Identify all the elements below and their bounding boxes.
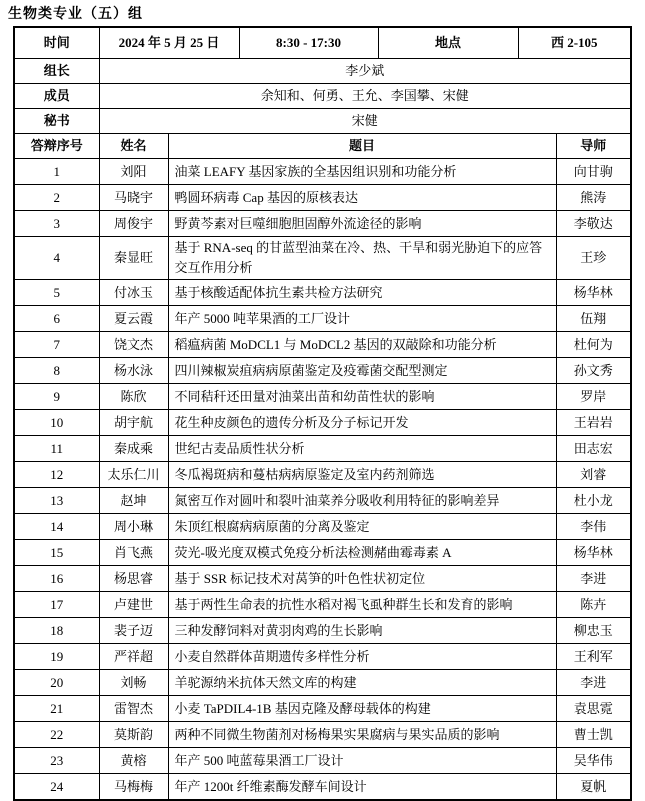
thesis-title-cell: 野黄芩素对巨噬细胞胆固醇外流途径的影响 <box>168 211 556 237</box>
table-row <box>14 488 631 514</box>
column-header-order: 答辩序号 <box>14 134 99 159</box>
table-row <box>14 566 631 592</box>
advisor-cell: 孙文秀 <box>556 358 631 384</box>
table-row <box>14 774 631 801</box>
thesis-title-cell: 油菜 LEAFY 基因家族的全基因组识别和功能分析 <box>168 159 556 185</box>
student-name-cell: 饶文杰 <box>99 332 168 358</box>
student-name-cell: 马梅梅 <box>99 774 168 801</box>
advisor-cell: 杜何为 <box>556 332 631 358</box>
thesis-title-cell: 花生种皮颜色的遗传分析及分子标记开发 <box>168 410 556 436</box>
schedule-body <box>14 159 631 801</box>
order-cell: 16 <box>14 566 99 592</box>
thesis-title-cell: 羊驼源纳米抗体天然文库的构建 <box>168 670 556 696</box>
student-name-cell: 陈欣 <box>99 384 168 410</box>
advisor-cell: 吴华伟 <box>556 748 631 774</box>
page-title: 生物类专业（五）组 <box>8 7 143 22</box>
advisor-cell: 李进 <box>556 670 631 696</box>
table-row <box>14 514 631 540</box>
leader-name: 李少斌 <box>99 59 631 84</box>
order-cell: 15 <box>14 540 99 566</box>
order-cell: 10 <box>14 410 99 436</box>
thesis-title-cell: 小麦 TaPDIL4-1B 基因克隆及酵母载体的构建 <box>168 696 556 722</box>
thesis-title-cell: 四川辣椒炭疽病病原菌鉴定及疫霉菌交配型测定 <box>168 358 556 384</box>
order-cell: 19 <box>14 644 99 670</box>
student-name-cell: 付冰玉 <box>99 280 168 306</box>
table-row <box>14 644 631 670</box>
advisor-cell: 熊涛 <box>556 185 631 211</box>
table-row <box>14 159 631 185</box>
student-name-cell: 周小琳 <box>99 514 168 540</box>
advisor-cell: 田志宏 <box>556 436 631 462</box>
table-row <box>14 280 631 306</box>
table-row <box>14 540 631 566</box>
advisor-cell: 李伟 <box>556 514 631 540</box>
student-name-cell: 秦显旺 <box>99 237 168 280</box>
table-row <box>14 384 631 410</box>
thesis-title-cell: 荧光-吸光度双模式免疫分析法检测赭曲霉毒素 A <box>168 540 556 566</box>
column-header-name: 姓名 <box>99 134 168 159</box>
order-cell: 21 <box>14 696 99 722</box>
thesis-title-cell: 冬瓜褐斑病和蔓枯病病原鉴定及室内药剂筛选 <box>168 462 556 488</box>
thesis-title-cell: 年产 1200t 纤维素酶发酵车间设计 <box>168 774 556 801</box>
table-row <box>14 618 631 644</box>
order-cell: 9 <box>14 384 99 410</box>
location-label: 地点 <box>378 27 518 59</box>
table-row <box>14 722 631 748</box>
column-header-row <box>14 134 631 159</box>
student-name-cell: 杨水泳 <box>99 358 168 384</box>
session-date: 2024 年 5 月 25 日 <box>99 27 239 59</box>
thesis-title-cell: 不同秸秆还田量对油菜出苗和幼苗性状的影响 <box>168 384 556 410</box>
thesis-title-cell: 氮密互作对圆叶和裂叶油菜养分吸收利用特征的影响差异 <box>168 488 556 514</box>
student-name-cell: 裴子迈 <box>99 618 168 644</box>
order-cell: 8 <box>14 358 99 384</box>
table-row <box>14 410 631 436</box>
table-row <box>14 358 631 384</box>
table-row <box>14 670 631 696</box>
student-name-cell: 肖飞燕 <box>99 540 168 566</box>
student-name-cell: 刘阳 <box>99 159 168 185</box>
table-row <box>14 436 631 462</box>
thesis-title-cell: 稻瘟病菌 MoDCL1 与 MoDCL2 基因的双敲除和功能分析 <box>168 332 556 358</box>
advisor-cell: 夏帆 <box>556 774 631 801</box>
advisor-cell: 刘睿 <box>556 462 631 488</box>
thesis-title-cell: 鸭圆环病毒 Cap 基因的原核表达 <box>168 185 556 211</box>
order-cell: 2 <box>14 185 99 211</box>
order-cell: 17 <box>14 592 99 618</box>
members-label: 成员 <box>14 84 99 109</box>
time-label: 时间 <box>14 27 99 59</box>
student-name-cell: 卢建世 <box>99 592 168 618</box>
student-name-cell: 夏云霞 <box>99 306 168 332</box>
session-location: 西 2-105 <box>518 27 631 59</box>
advisor-cell: 柳忠玉 <box>556 618 631 644</box>
table-row <box>14 592 631 618</box>
order-cell: 7 <box>14 332 99 358</box>
student-name-cell: 莫斯韵 <box>99 722 168 748</box>
thesis-title-cell: 年产 500 吨蓝莓果酒工厂设计 <box>168 748 556 774</box>
secretary-label: 秘书 <box>14 109 99 134</box>
order-cell: 6 <box>14 306 99 332</box>
thesis-title-cell: 朱顶红根腐病病原菌的分离及鉴定 <box>168 514 556 540</box>
order-cell: 18 <box>14 618 99 644</box>
advisor-cell: 罗岸 <box>556 384 631 410</box>
leader-label: 组长 <box>14 59 99 84</box>
session-info-row <box>14 27 631 59</box>
advisor-cell: 袁思霓 <box>556 696 631 722</box>
table-row <box>14 748 631 774</box>
advisor-cell: 李进 <box>556 566 631 592</box>
thesis-title-cell: 基于核酸适配体抗生素共检方法研究 <box>168 280 556 306</box>
advisor-cell: 伍翔 <box>556 306 631 332</box>
thesis-title-cell: 基于 RNA-seq 的甘蓝型油菜在冷、热、干旱和弱光胁迫下的应答交互作用分析 <box>168 237 556 280</box>
order-cell: 13 <box>14 488 99 514</box>
table-row <box>14 332 631 358</box>
advisor-cell: 王珍 <box>556 237 631 280</box>
column-header-advisor: 导师 <box>556 134 631 159</box>
student-name-cell: 严祥超 <box>99 644 168 670</box>
order-cell: 1 <box>14 159 99 185</box>
defense-schedule-table <box>13 26 632 801</box>
advisor-cell: 杨华林 <box>556 540 631 566</box>
advisor-cell: 杜小龙 <box>556 488 631 514</box>
order-cell: 11 <box>14 436 99 462</box>
table-row <box>14 237 631 280</box>
thesis-title-cell: 三种发酵饲料对黄羽肉鸡的生长影响 <box>168 618 556 644</box>
thesis-title-cell: 两种不同微生物菌剂对杨梅果实果腐病与果实品质的影响 <box>168 722 556 748</box>
student-name-cell: 黄榕 <box>99 748 168 774</box>
advisor-cell: 李敬达 <box>556 211 631 237</box>
student-name-cell: 胡宇航 <box>99 410 168 436</box>
table-row <box>14 696 631 722</box>
order-cell: 12 <box>14 462 99 488</box>
order-cell: 3 <box>14 211 99 237</box>
advisor-cell: 王岩岩 <box>556 410 631 436</box>
student-name-cell: 马晓宇 <box>99 185 168 211</box>
table-row <box>14 185 631 211</box>
thesis-title-cell: 基于两性生命表的抗性水稻对褐飞虱种群生长和发育的影响 <box>168 592 556 618</box>
order-cell: 23 <box>14 748 99 774</box>
leader-row <box>14 59 631 84</box>
student-name-cell: 周俊宇 <box>99 211 168 237</box>
table-row <box>14 306 631 332</box>
advisor-cell: 陈卉 <box>556 592 631 618</box>
order-cell: 22 <box>14 722 99 748</box>
session-time-range: 8:30 - 17:30 <box>239 27 378 59</box>
thesis-title-cell: 年产 5000 吨苹果酒的工厂设计 <box>168 306 556 332</box>
table-row <box>14 462 631 488</box>
members-names: 余知和、何勇、王允、李国攀、宋健 <box>99 84 631 109</box>
thesis-title-cell: 世纪古麦品质性状分析 <box>168 436 556 462</box>
order-cell: 20 <box>14 670 99 696</box>
thesis-title-cell: 小麦自然群体苗期遗传多样性分析 <box>168 644 556 670</box>
advisor-cell: 王利军 <box>556 644 631 670</box>
student-name-cell: 刘畅 <box>99 670 168 696</box>
members-row <box>14 84 631 109</box>
secretary-name: 宋健 <box>99 109 631 134</box>
order-cell: 24 <box>14 774 99 801</box>
secretary-row <box>14 109 631 134</box>
table-row <box>14 211 631 237</box>
column-header-title: 题目 <box>168 134 556 159</box>
advisor-cell: 向甘驹 <box>556 159 631 185</box>
student-name-cell: 雷智杰 <box>99 696 168 722</box>
student-name-cell: 秦成乘 <box>99 436 168 462</box>
order-cell: 14 <box>14 514 99 540</box>
thesis-title-cell: 基于 SSR 标记技术对莴笋的叶色性状初定位 <box>168 566 556 592</box>
order-cell: 4 <box>14 237 99 280</box>
student-name-cell: 赵坤 <box>99 488 168 514</box>
advisor-cell: 杨华林 <box>556 280 631 306</box>
advisor-cell: 曹士凯 <box>556 722 631 748</box>
student-name-cell: 杨思睿 <box>99 566 168 592</box>
order-cell: 5 <box>14 280 99 306</box>
student-name-cell: 太乐仁川 <box>99 462 168 488</box>
